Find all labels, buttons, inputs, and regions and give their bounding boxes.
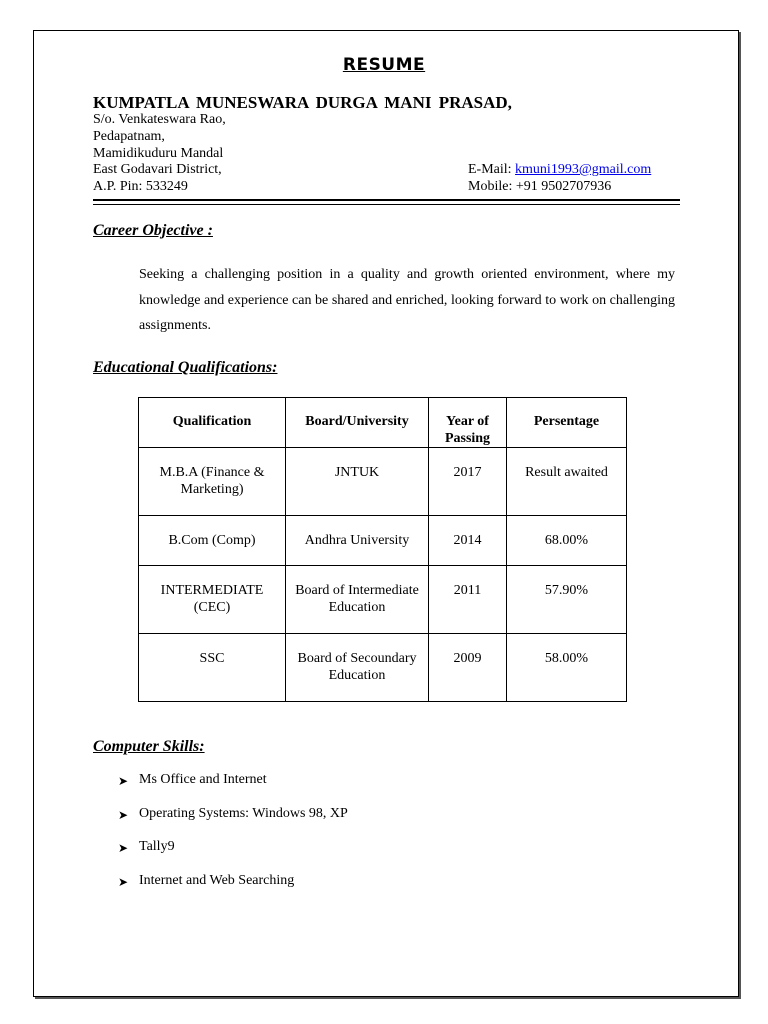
skill-text: Operating Systems: Windows 98, XP bbox=[139, 805, 348, 821]
column-header: Persentage bbox=[507, 398, 627, 448]
table-cell: 2009 bbox=[429, 634, 507, 702]
table-cell: 58.00% bbox=[507, 634, 627, 702]
email-link[interactable]: kmuni1993@gmail.com bbox=[515, 162, 652, 177]
table-header-row bbox=[139, 398, 627, 448]
skills-list bbox=[118, 772, 348, 906]
table-cell: 2017 bbox=[429, 448, 507, 516]
table-cell: B.Com (Comp) bbox=[139, 516, 286, 566]
address-line: Mamidikuduru Mandal bbox=[93, 146, 224, 161]
table-cell: Result awaited bbox=[507, 448, 627, 516]
skill-text: Tally9 bbox=[139, 839, 175, 854]
table-row bbox=[139, 634, 627, 702]
arrow-bullet-icon: ➤ bbox=[118, 841, 129, 855]
applicant-name: KUMPATLA MUNESWARA DURGA MANI PRASAD, bbox=[93, 93, 512, 112]
table-row bbox=[139, 566, 627, 634]
education-table bbox=[138, 397, 627, 702]
header-divider bbox=[93, 204, 680, 205]
table-row bbox=[139, 516, 627, 566]
table-cell: Board of Secoundary Education bbox=[286, 634, 429, 702]
arrow-bullet-icon: ➤ bbox=[118, 874, 129, 889]
table-row bbox=[139, 448, 627, 516]
address-line: East Godavari District, bbox=[93, 162, 222, 177]
table-cell: Andhra University bbox=[286, 516, 429, 566]
table-cell: 2011 bbox=[429, 566, 507, 634]
career-objective-text: Seeking a challenging position in a quality and growth oriented environment, where my knowledge and experience can be shared and enriched, looking forward to work on challenging assignments. bbox=[139, 267, 675, 333]
email-line bbox=[468, 162, 651, 178]
career-objective-heading: Career Objective : bbox=[93, 222, 213, 239]
skill-text: Internet and Web Searching bbox=[139, 872, 295, 888]
list-item bbox=[118, 839, 348, 873]
table-cell: 2014 bbox=[429, 516, 507, 566]
header-divider bbox=[93, 199, 680, 201]
list-item bbox=[118, 806, 348, 840]
table-cell: Board of Intermediate Education bbox=[286, 566, 429, 634]
address-line: A.P. Pin: 533249 bbox=[93, 179, 188, 194]
column-header: Board/University bbox=[286, 398, 429, 448]
skill-text: Ms Office and Internet bbox=[139, 772, 267, 787]
table-cell: SSC bbox=[139, 634, 286, 702]
arrow-bullet-icon: ➤ bbox=[118, 807, 129, 822]
arrow-bullet-icon: ➤ bbox=[118, 774, 129, 788]
computer-skills-heading: Computer Skills: bbox=[93, 738, 205, 755]
table-cell: 68.00% bbox=[507, 516, 627, 566]
column-header: Year of Passing bbox=[429, 398, 507, 448]
address-line: S/o. Venkateswara Rao, bbox=[93, 112, 226, 127]
table-cell: M.B.A (Finance & Marketing) bbox=[139, 448, 286, 516]
education-heading: Educational Qualifications: bbox=[93, 359, 278, 376]
list-item bbox=[118, 873, 348, 907]
table-cell: 57.90% bbox=[507, 566, 627, 634]
email-label: E-Mail: bbox=[468, 162, 512, 177]
mobile-number: Mobile: +91 9502707936 bbox=[468, 179, 612, 194]
column-header: Qualification bbox=[139, 398, 286, 448]
address-line: Pedapatnam, bbox=[93, 129, 165, 144]
document-title: RESUME bbox=[342, 55, 426, 75]
table-cell: INTERMEDIATE (CEC) bbox=[139, 566, 286, 634]
table-cell: JNTUK bbox=[286, 448, 429, 516]
list-item bbox=[118, 772, 348, 806]
